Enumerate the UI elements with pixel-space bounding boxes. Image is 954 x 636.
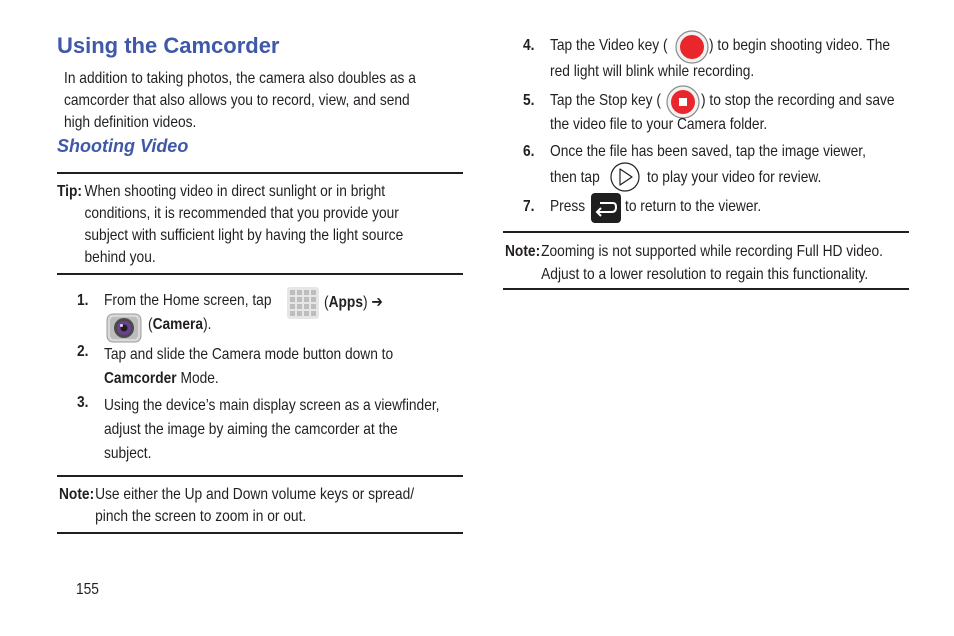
- page-title: Using the Camcorder: [57, 33, 280, 58]
- step-5-text-cont: ) to stop the recording and save: [701, 92, 895, 109]
- step-number: 6.: [523, 143, 535, 160]
- step-4-text-line2: red light will blink while recording.: [550, 63, 755, 80]
- step-7-text: Press: [550, 198, 586, 215]
- section-heading: Shooting Video: [57, 136, 189, 156]
- play-icon: [609, 162, 641, 192]
- step-5-text: Tap the Stop key (: [550, 92, 661, 109]
- apps-label: (Apps) ➔: [324, 294, 383, 311]
- back-key-icon: [591, 193, 621, 223]
- step-4-text: Tap the Video key (: [550, 37, 668, 54]
- divider: [57, 532, 463, 534]
- apps-grid-icon: [287, 287, 319, 319]
- step-number: 3.: [77, 394, 89, 411]
- divider: [503, 231, 909, 233]
- camera-label: (Camera).: [148, 316, 212, 333]
- intro-paragraph: In addition to taking photos, the camera also doubles as a camcorder that also allows you to record, view, and send high definition videos.: [64, 70, 416, 131]
- stop-key-icon: [666, 85, 700, 119]
- note-label: Note:: [505, 243, 541, 260]
- video-record-key-icon: [675, 30, 709, 64]
- camera-app-icon: [106, 311, 142, 343]
- step-number: 5.: [523, 92, 535, 109]
- divider: [57, 172, 463, 174]
- step-number: 2.: [77, 343, 89, 360]
- note-label: Note:: [59, 486, 95, 503]
- step-6-text-line2: then tap: [550, 169, 600, 186]
- step-7-text-cont: to return to the viewer.: [625, 198, 762, 215]
- step-number: 1.: [77, 292, 89, 309]
- step-4-text-cont: ) to begin shooting video. The: [709, 37, 891, 54]
- tip-label: Tip:: [57, 183, 82, 200]
- step-6-text: Once the file has been saved, tap the image viewer,: [550, 143, 866, 160]
- step-number: 7.: [523, 198, 535, 215]
- step-2-text: Tap and slide the Camera mode button down to Camcorder Mode.: [104, 346, 394, 387]
- divider: [57, 273, 463, 275]
- step-1-text: From the Home screen, tap: [104, 292, 272, 309]
- step-3-text: Using the device’s main display screen as a viewfinder, adjust the image by aiming the camcorder at the subject.: [104, 397, 440, 462]
- step-number: 4.: [523, 37, 535, 54]
- step-5-text-line2: the video file to your Camera folder.: [550, 116, 768, 133]
- step-6-text-cont: to play your video for review.: [647, 169, 822, 186]
- divider: [503, 288, 909, 290]
- page-number: 155: [76, 581, 99, 598]
- divider: [57, 475, 463, 477]
